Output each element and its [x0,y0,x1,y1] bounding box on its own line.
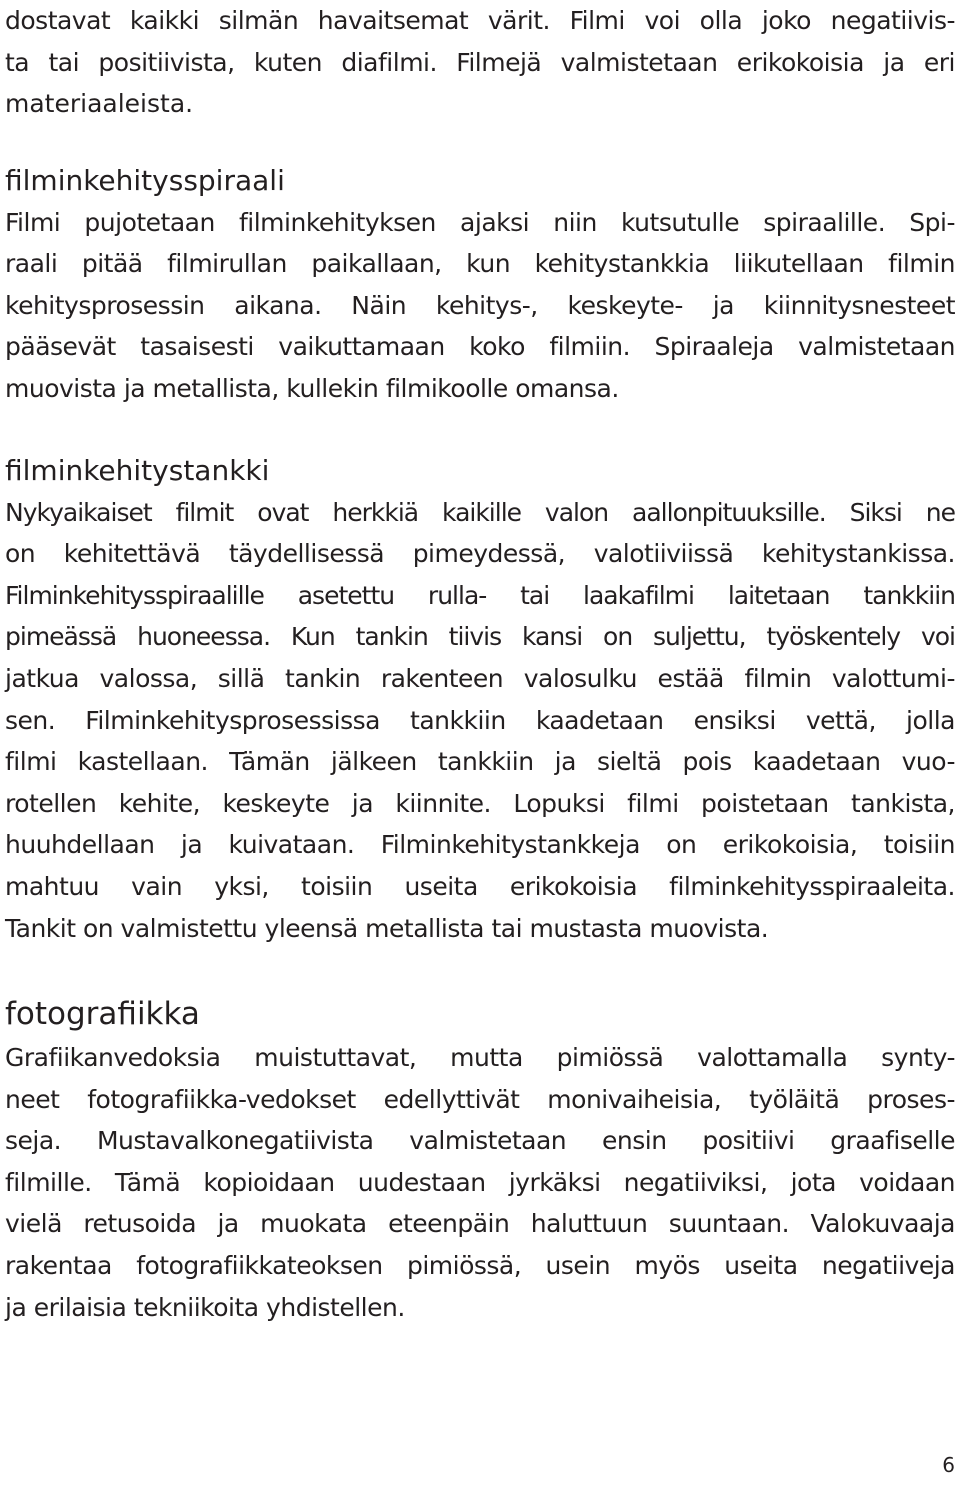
text-line: rotellen kehite, keskeyte ja kiinnite. Lopuksi filmi poistetaan tankista, [5,788,955,818]
section-filminkehitysspiraali [5,160,955,410]
text-line: Filmi pujotetaan filminkehityksen ajaksi niin kutsutulle spiraalille. Spi- [5,207,955,237]
text-line: on kehitettävä täydellisessä pimeydessä, valotiiviissä kehitystankissa. [5,539,955,569]
text-line: materiaaleista. [5,89,194,119]
text-line: rakentaa fotografiikkateoksen pimiössä, usein myös useita negatiiveja [5,1250,955,1280]
text-line: filmi kastellaan. Tämän jälkeen tankkiin ja sieltä pois kaadetaan vuo- [5,747,955,777]
page-number: 6 [942,1453,955,1477]
section-heading: filminkehitystankki [5,454,270,487]
text-line: vielä retusoida ja muokata eteenpäin haluttuun suuntaan. Valokuvaaja [5,1209,955,1239]
text-line: raali pitää filmirullan paikallaan, kun kehitystankkia liikutellaan filmin [5,249,955,279]
section-filminkehitystankki [5,450,955,949]
section-heading: fotografiikka [5,996,200,1032]
text-line: jatkua valossa, sillä tankin rakenteen valosulku estää filmin valottumi- [5,663,955,693]
text-line: Grafiikanvedoksia muistuttavat, mutta pimiössä valottamalla synty- [5,1043,955,1072]
text-line: dostavat kaikki silmän havaitsemat värit. Filmi voi olla joko negatiivis- [5,6,955,35]
text-line: ta tai positiivista, kuten diafilmi. Filmejä valmistetaan erikokoisia ja eri [5,47,955,77]
text-line: pääsevät tasaisesti vaikuttamaan koko filmiin. Spiraaleja valmistetaan [5,332,955,362]
section-fotografiikka [5,991,955,1328]
text-line: muovista ja metallista, kullekin filmikoolle omansa. [5,373,619,403]
text-line: seja. Mustavalkonegatiivista valmistetaan ensin positiivi graafiselle [5,1126,955,1156]
text-line: mahtuu vain yksi, toisiin useita erikokoisia filminkehitysspiraaleita. [5,871,955,901]
text-line: Tankit on valmistettu yleensä metallista tai mustasta muovista. [5,913,769,943]
text-line: huuhdellaan ja kuivataan. Filminkehitystankkeja on erikokoisia, toisiin [5,830,955,860]
text-line: filmille. Tämä kopioidaan uudestaan jyrkäksi negatiiviksi, jota voidaan [5,1167,955,1197]
text-line: neet fotografiikka-vedokset edellyttivät monivaiheisia, työläitä proses- [5,1084,955,1114]
text-line: Nykyaikaiset filmit ovat herkkiä kaikille valon aallonpituuksille. Siksi ne [5,497,955,527]
text-line: pimeässä huoneessa. Kun tankin tiivis kansi on suljettu, työskentely voi [5,622,955,652]
text-line: Filminkehitysspiraalille asetettu rulla- tai laakafilmi laitetaan tankkiin [5,580,955,610]
section-heading: filminkehitysspiraali [5,164,285,197]
text-line: ja erilaisia tekniikoita yhdistellen. [5,1292,405,1322]
text-line: sen. Filminkehitysprosessissa tankkiin kaadetaan ensiksi vettä, jolla [5,705,955,735]
intro-paragraph [5,0,955,125]
text-line: kehitysprosessin aikana. Näin kehitys-, keskeyte- ja kiinnitysnesteet [5,290,955,320]
